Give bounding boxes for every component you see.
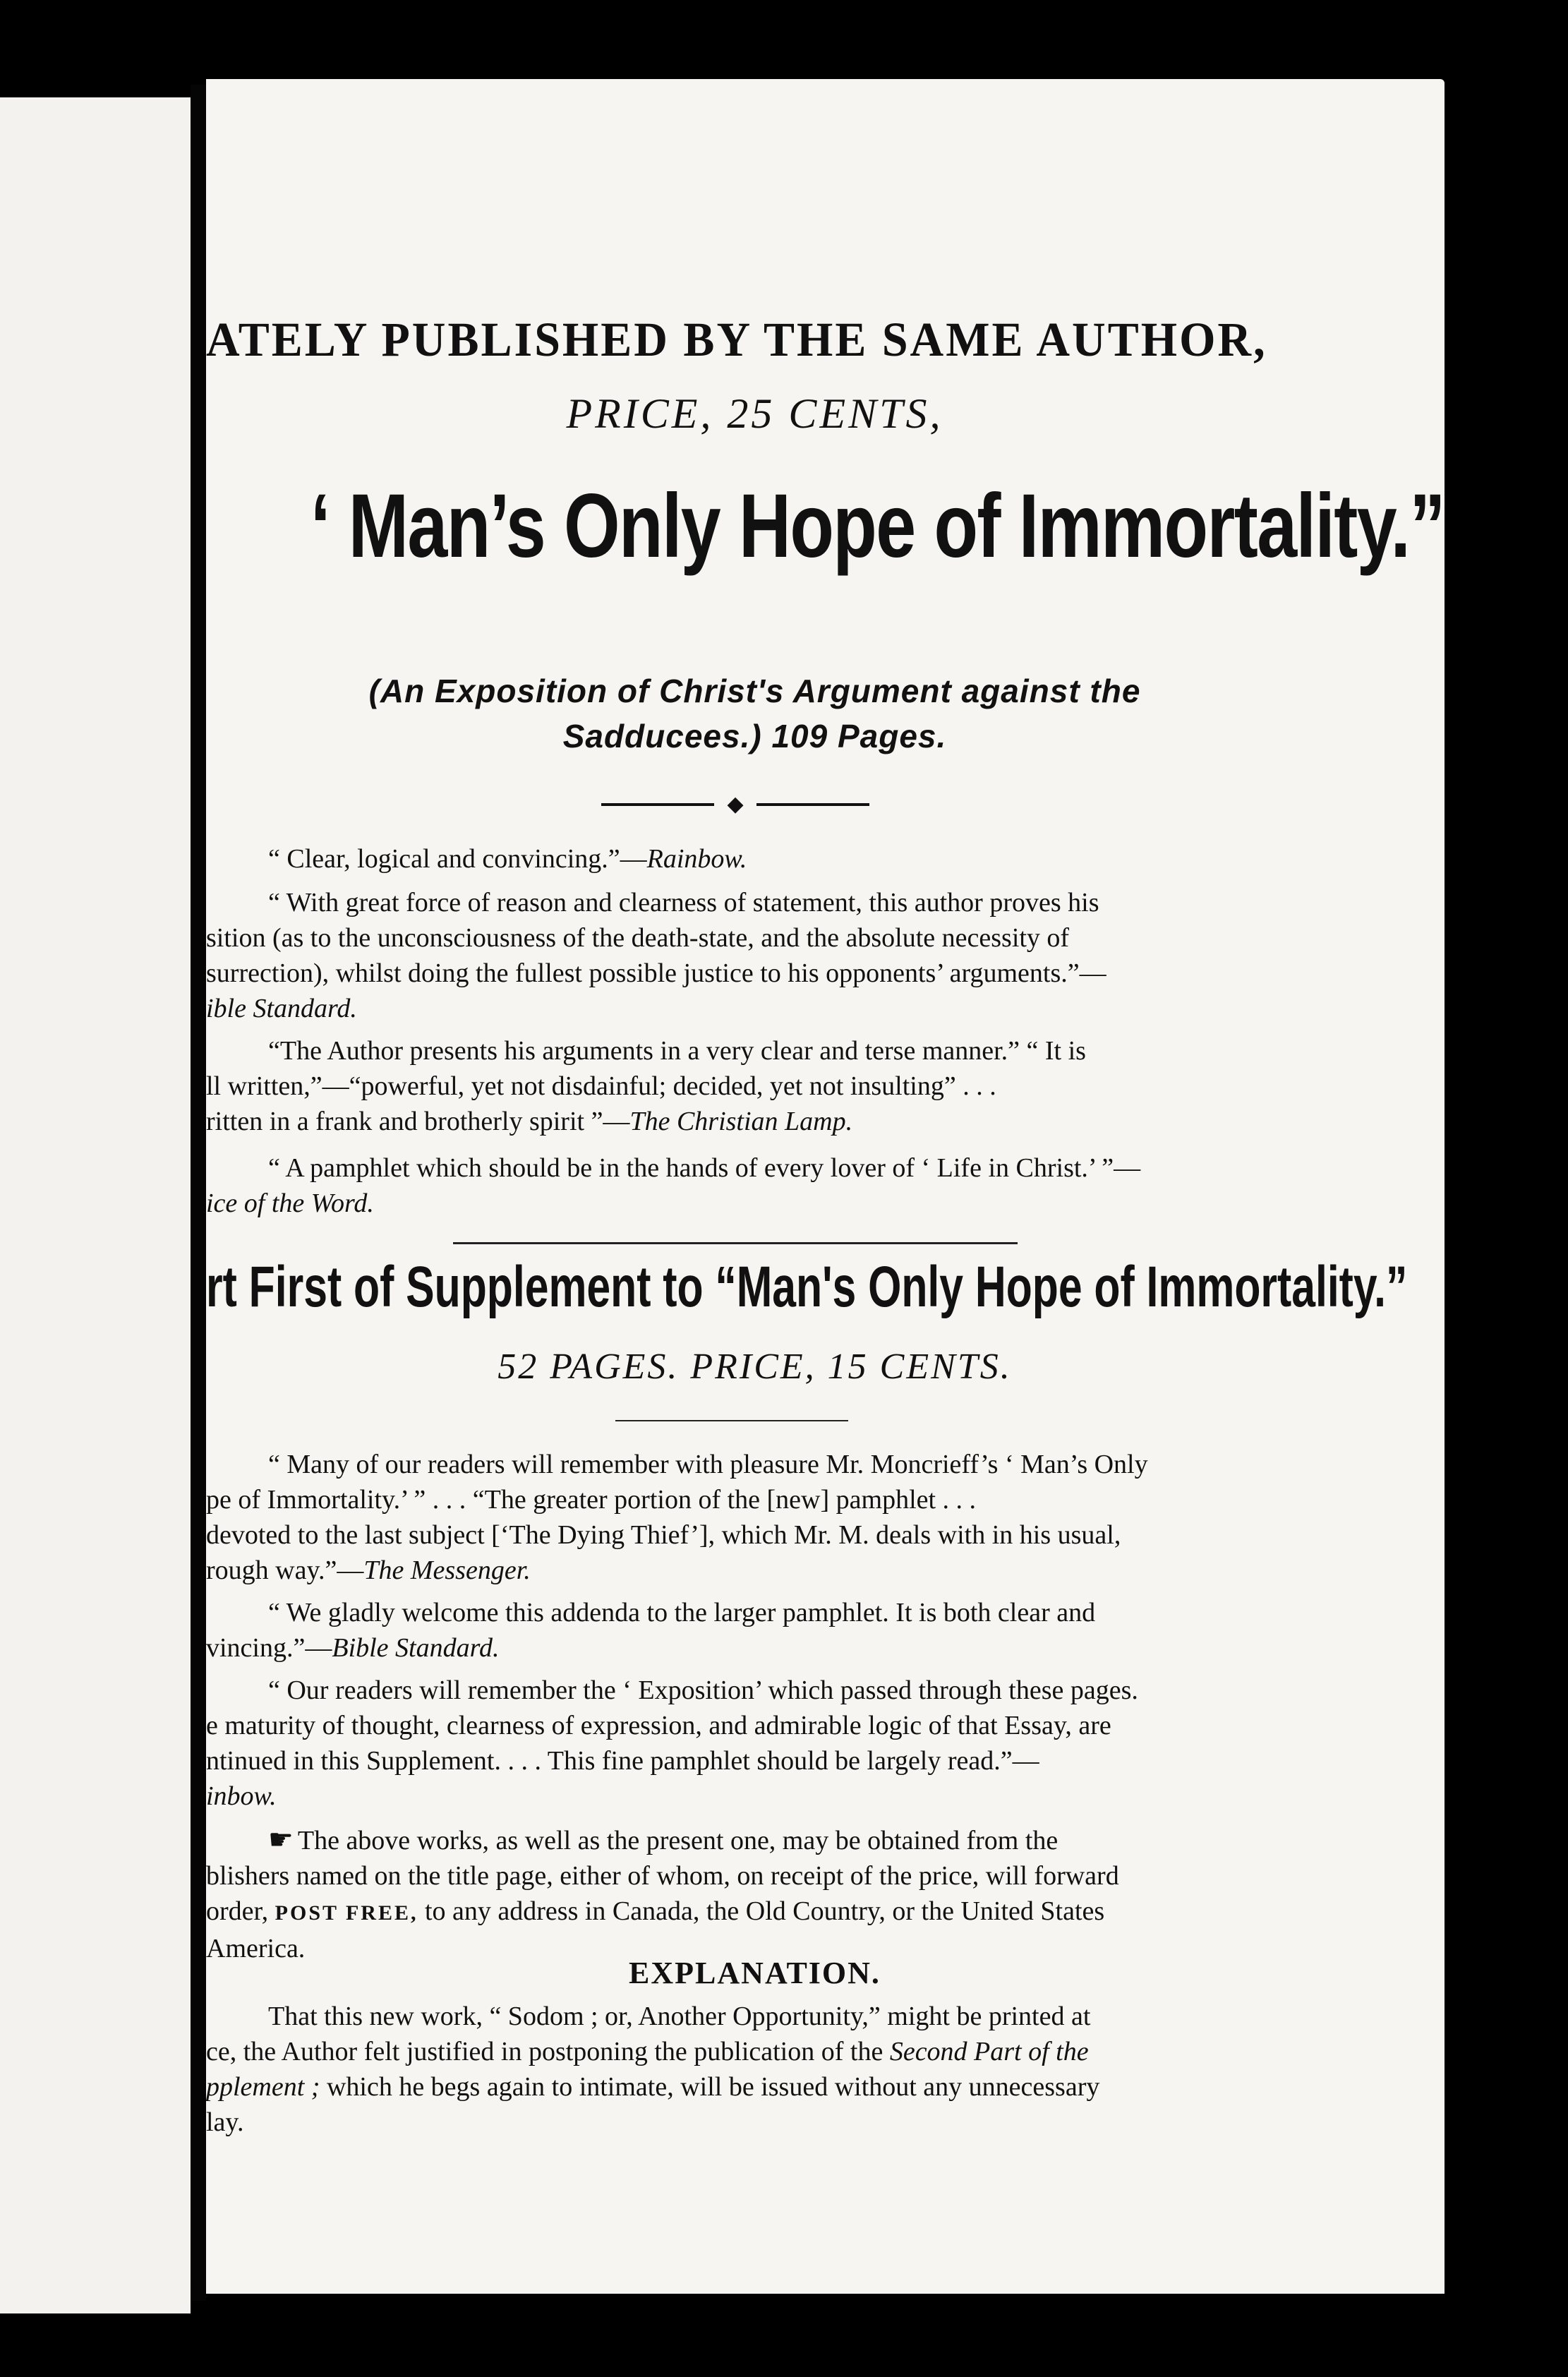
printed-page (206, 79, 1445, 2294)
facing-page-edge (0, 97, 191, 2313)
page-heading: ATELY PUBLISHED BY THE SAME AUTHOR, (206, 313, 1267, 367)
review-5-line-2: pe of Immortality.’ ” . . . “The greater portion of the [new] pamphlet . . . (206, 1485, 977, 1515)
diamond-ornament-icon: ◆ (727, 793, 744, 816)
availability-notice (206, 1822, 1293, 1966)
price-line-2: 52 PAGES. PRICE, 15 CENTS. (497, 1347, 1012, 1387)
notice-line-2: blishers named on the title page, either of whom, on receipt of the price, will forward (206, 1861, 1119, 1891)
review-5-source: The Messenger. (363, 1555, 531, 1585)
review-3-source: The Christian Lamp. (629, 1107, 853, 1136)
notice-line-1: The above works, as well as the present one, may be obtained from the (297, 1826, 1059, 1855)
review-4-source: ice of the Word. (206, 1188, 374, 1218)
review-2-line-1: “ With great force of reason and clearness of statement, this author proves his (268, 888, 1099, 917)
explanation-line-2a: ce, the Author felt justified in postponing the publication of the (206, 2037, 883, 2066)
price-line-1: PRICE, 25 CENTS, (566, 390, 943, 437)
explanation-line-2-italic: Second Part of the (889, 2037, 1089, 2066)
book-subtitle (206, 668, 1303, 759)
review-7-line-1: “ Our readers will remember the ‘ Exposition’ which passed through these pages. (268, 1675, 1138, 1705)
notice-line-3b: to any address in Canada, the Old Country, or the United States (424, 1896, 1105, 1926)
explanation-heading: EXPLANATION. (629, 1956, 881, 1990)
ornament-line-left (601, 803, 714, 806)
review-4 (206, 1150, 1293, 1221)
review-2-line-3: surrection), whilst doing the fullest possible justice to his opponents’ arguments.”— (206, 958, 1106, 988)
review-5 (206, 1447, 1293, 1588)
review-1-source: Rainbow. (646, 844, 747, 874)
book-gutter (191, 85, 206, 2301)
review-3-line-1: “The Author presents his arguments in a very clear and terse manner.” “ It is (268, 1036, 1086, 1066)
subtitle-line-1: (An Exposition of Christ's Argument against the (368, 673, 1141, 709)
review-4-line-1: “ A pamphlet which should be in the hands of every lover of ‘ Life in Christ.’ ”— (268, 1153, 1141, 1183)
review-7 (206, 1673, 1293, 1814)
review-5-line-1: “ Many of our readers will remember with pleasure Mr. Moncrieff’s ‘ Man’s Only (268, 1450, 1148, 1479)
explanation-line-1: That this new work, “ Sodom ; or, Another Opportunity,” might be printed at (268, 2002, 1091, 2031)
explanation-line-3b: which he begs again to intimate, will be issued without any unnecessary (326, 2072, 1100, 2102)
review-3-line-2: ll written,”—“powerful, yet not disdainful; decided, yet not insulting” . . . (206, 1071, 996, 1101)
review-6-source: Bible Standard. (332, 1633, 500, 1663)
review-6 (206, 1595, 1293, 1666)
supplement-title: rt First of Supplement to “Man's Only Hope of Immortality.” (206, 1255, 1408, 1319)
review-3-line-3: ritten in a frank and brotherly spirit ”— (206, 1107, 630, 1136)
review-2-line-2: sition (as to the unconsciousness of the death-state, and the absolute necessity of (206, 923, 1070, 953)
review-6-line-2: vincing.”— (206, 1633, 332, 1663)
explanation-line-3-italic: pplement ; (206, 2072, 320, 2102)
review-3 (206, 1033, 1293, 1139)
explanation-line-4: lay. (206, 2107, 244, 2137)
review-5-line-3: devoted to the last subject [‘The Dying Thief’], which Mr. M. deals with in his usual, (206, 1520, 1121, 1550)
review-2-source: ible Standard. (206, 994, 357, 1023)
explanation-paragraph (206, 1999, 1293, 2140)
notice-line-3a: order, (206, 1896, 269, 1926)
review-5-line-4: rough way.”— (206, 1555, 364, 1585)
notice-line-4: America. (206, 1934, 306, 1963)
short-rule (615, 1420, 848, 1421)
ornament-line-right (756, 803, 869, 806)
book-title: ‘ Man’s Only Hope of Immortality.” (310, 476, 1445, 577)
review-7-line-2: e maturity of thought, clearness of expression, and admirable logic of that Essay, are (206, 1711, 1111, 1740)
section-rule (453, 1242, 1018, 1244)
review-1 (206, 841, 1293, 877)
review-1-text: “ Clear, logical and convincing.”— (268, 844, 647, 874)
pointing-hand-icon: ☛ (268, 1824, 294, 1855)
subtitle-line-2: Sadducees.) 109 Pages. (562, 718, 947, 754)
review-7-line-3: ntinued in this Supplement. . . . This fine pamphlet should be largely read.”— (206, 1746, 1039, 1776)
review-6-line-1: “ We gladly welcome this addenda to the larger pamphlet. It is both clear and (268, 1598, 1096, 1627)
post-free-label: POST FREE, (275, 1901, 418, 1925)
review-2 (206, 885, 1293, 1026)
ornament-divider (601, 793, 869, 816)
review-7-source: inbow. (206, 1781, 277, 1811)
